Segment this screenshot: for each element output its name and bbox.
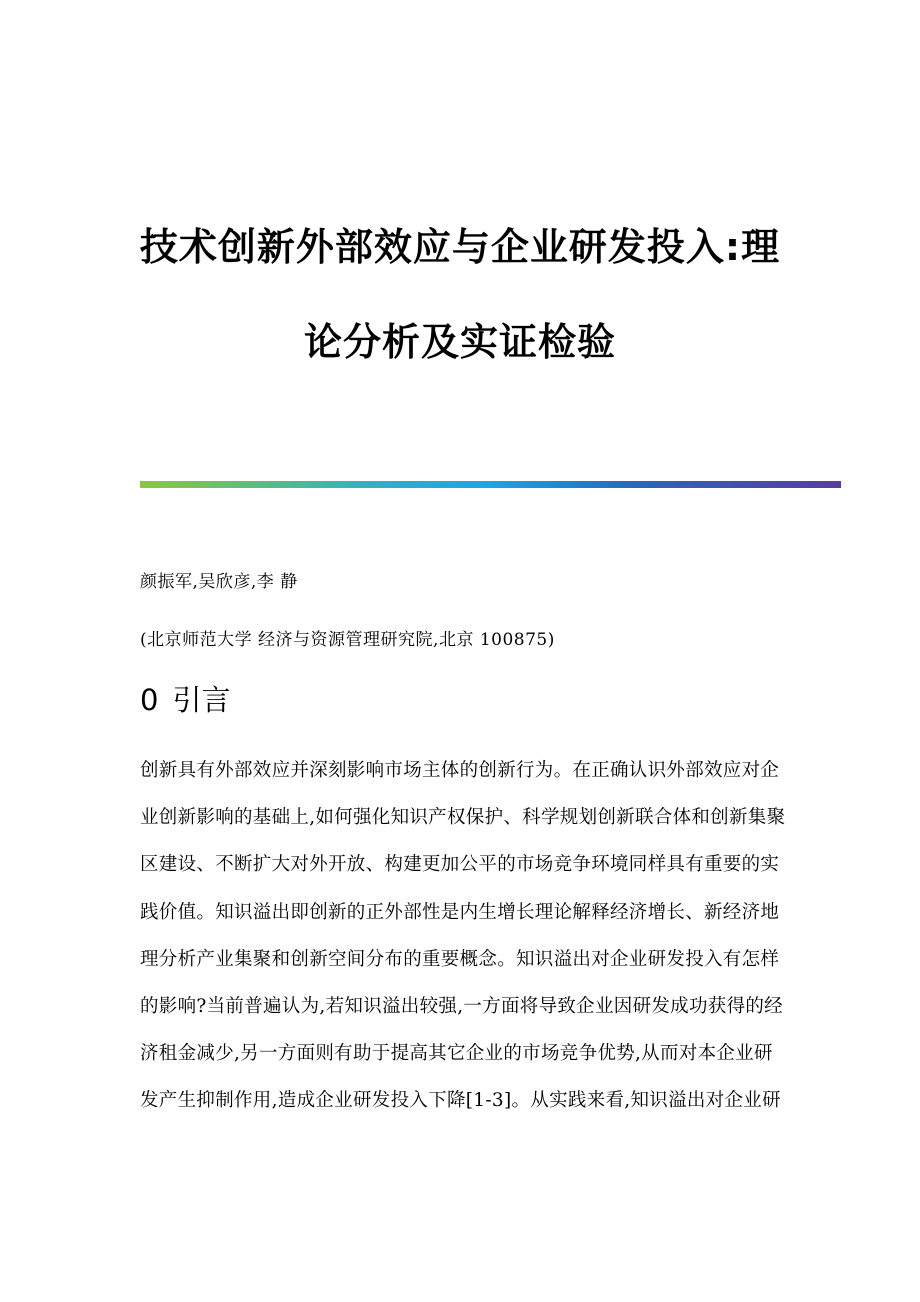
section-title: 引言 (172, 683, 231, 717)
title-line-2: 论分析及实证检验 (303, 320, 616, 364)
body-line: 理分析产业集聚和创新空间分布的重要概念。知识溢出对企业研发投入有怎样 (140, 948, 780, 970)
body-line: 业创新影响的基础上,如何强化知识产权保护、科学规划创新联合体和创新集聚 (140, 807, 786, 829)
body-line: 创新具有外部效应并深刻影响市场主体的创新行为。在正确认识外部效应对企 (140, 760, 780, 781)
section-number: 0 (140, 683, 159, 717)
body-line: 发产生抑制作用,造成企业研发投入下降[1-3]。从实践来看,知识溢出对企业研 (140, 1090, 781, 1112)
body-line: 的影响?当前普遍认为,若知识溢出较强,一方面将导致企业因研发成功获得的经 (140, 995, 783, 1017)
affiliation: (北京师范大学 经济与资源管理研究院,北京 100875) (140, 630, 555, 650)
authors: 颜振军,吴欣彦,李 静 (140, 572, 298, 592)
title-line-1: 技术创新外部效应与企业研发投入:理 (139, 225, 781, 269)
gradient-divider (140, 481, 841, 488)
section-heading (140, 678, 230, 719)
body-line: 践价值。知识溢出即创新的正外部性是内生增长理论解释经济增长、新经济地 (140, 901, 780, 923)
body-text (140, 756, 786, 1134)
body-line: 区建设、不断扩大对外开放、构建更加公平的市场竞争环境同样具有重要的实 (140, 854, 780, 876)
body-line: 济租金减少,另一方面则有助于提高其它企业的市场竞争优势,从而对本企业研 (140, 1043, 773, 1065)
